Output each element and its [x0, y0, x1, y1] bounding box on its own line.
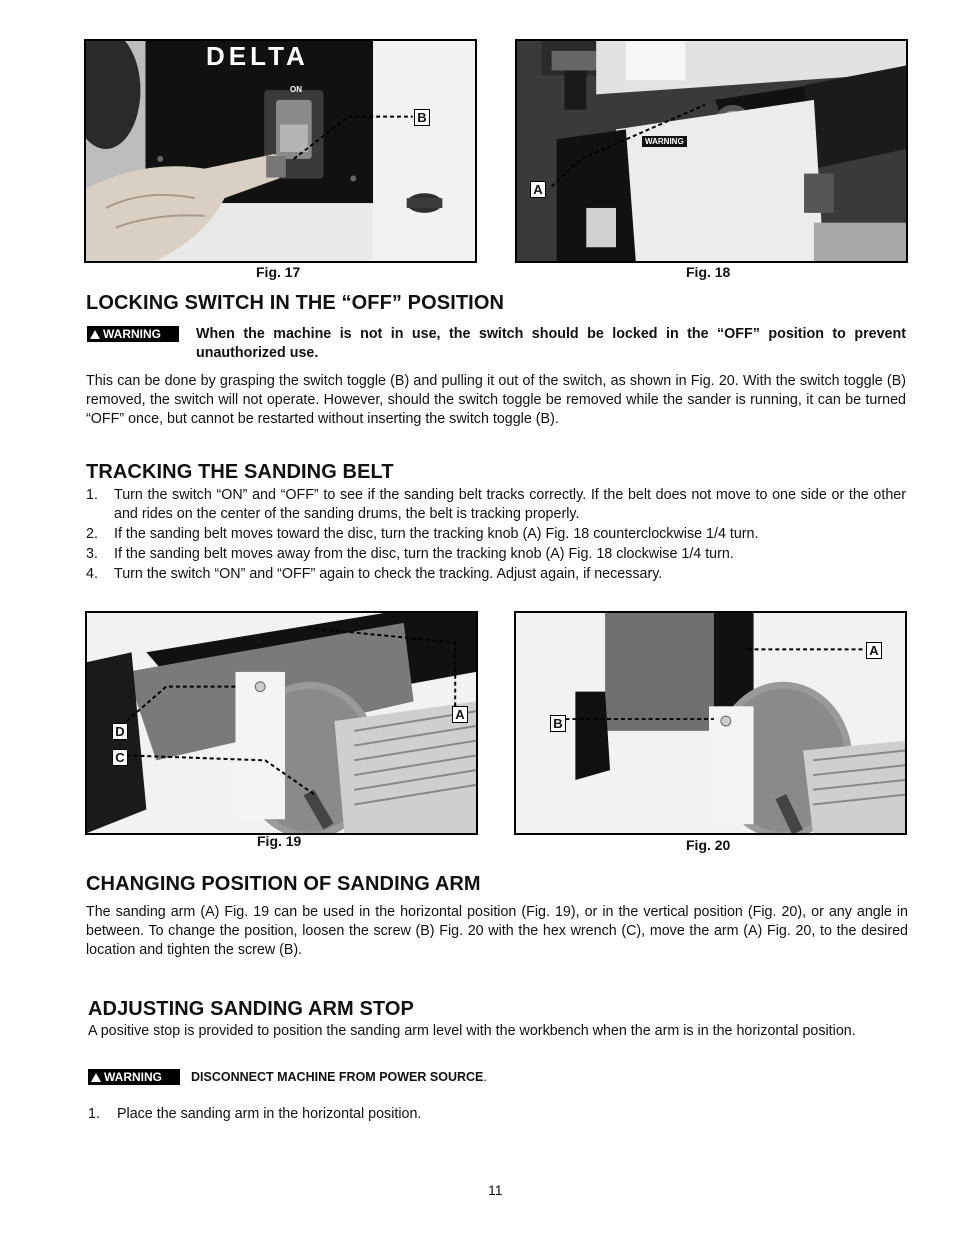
figure-18-photo — [515, 39, 908, 263]
warning-badge: WARNING — [87, 326, 179, 342]
tracking-heading: TRACKING THE SANDING BELT — [86, 461, 394, 483]
figure-17-caption: Fig. 17 — [256, 264, 301, 280]
callout-b: B — [414, 109, 430, 126]
figure-20-photo — [514, 611, 907, 835]
locking-body: This can be done by grasping the switch toggle (B) and pulling it out of the switch, as shown in Fig. 20. With the switch toggle (B) removed, the switch will not operate. However, should the switch toggle be removed while the sander is running, it can be turned “OFF” once, but cannot be restarted without inserting the switch toggle (B). — [86, 373, 906, 427]
warning-triangle-icon — [91, 1073, 101, 1082]
list-item: 1. Turn the switch “ON” and “OFF” to see if the sanding belt tracks correctly. If the belt does not move to one side or the other and rides on the center of the sanding drums, the belt is tracking properly. — [86, 487, 906, 522]
callout-a: A — [530, 181, 546, 198]
list-item: 2. If the sanding belt moves toward the disc, turn the tracking knob (A) Fig. 18 counterclockwise 1/4 turn. — [86, 526, 759, 542]
delta-logo: DELTA — [206, 41, 309, 71]
adjusting-heading: ADJUSTING SANDING ARM STOP — [88, 998, 414, 1020]
callout-b: B — [550, 715, 566, 732]
adjusting-body: A positive stop is provided to position the sanding arm level with the workbench when the arm is in the horizontal position. — [88, 1023, 856, 1039]
changing-heading: CHANGING POSITION OF SANDING ARM — [86, 873, 481, 895]
warning-triangle-icon — [90, 330, 100, 339]
changing-body: The sanding arm (A) Fig. 19 can be used in the horizontal position (Fig. 19), or in the vertical position (Fig. 20), or any angle in between. To change the position, loosen the screw (B) Fig. 20 with the hex wrench (C), move the arm (A) Fig. 20, to the desired location and tighten the screw (B). — [86, 904, 908, 958]
list-item: 3. If the sanding belt moves away from the disc, turn the tracking knob (A) Fig. 18 clockwise 1/4 turn. — [86, 546, 734, 562]
list-item: 4. Turn the switch “ON” and “OFF” again to check the tracking. Adjust again, if necessary. — [86, 566, 663, 582]
adjusting-warning-text: DISCONNECT MACHINE FROM POWER SOURCE. — [191, 1070, 487, 1084]
delta-logo: DELTA — [571, 174, 635, 205]
warning-label: WARNING — [642, 136, 687, 147]
locking-heading: LOCKING SWITCH IN THE “OFF” POSITION — [86, 292, 505, 314]
locking-warning-text: When the machine is not in use, the switch should be locked in the “OFF” position to prevent unauthorized use. — [196, 326, 906, 361]
figure-18-caption: Fig. 18 — [686, 264, 731, 280]
list-item: 1. Place the sanding arm in the horizontal position. — [88, 1106, 422, 1122]
switch-on-label: ON — [290, 85, 302, 94]
callout-a: A — [866, 642, 882, 659]
figure-19-caption: Fig. 19 — [257, 833, 302, 849]
page-number: 11 — [488, 1182, 503, 1198]
callout-a: A — [452, 706, 468, 723]
adjusting-steps — [88, 1105, 902, 1125]
warning-badge: WARNING — [88, 1069, 180, 1085]
tracking-steps — [86, 486, 906, 585]
callout-d: D — [112, 723, 128, 740]
figure-20-caption: Fig. 20 — [686, 837, 731, 853]
figure-17-photo — [84, 39, 477, 263]
callout-c: C — [112, 749, 128, 766]
figure-19-photo — [85, 611, 478, 835]
